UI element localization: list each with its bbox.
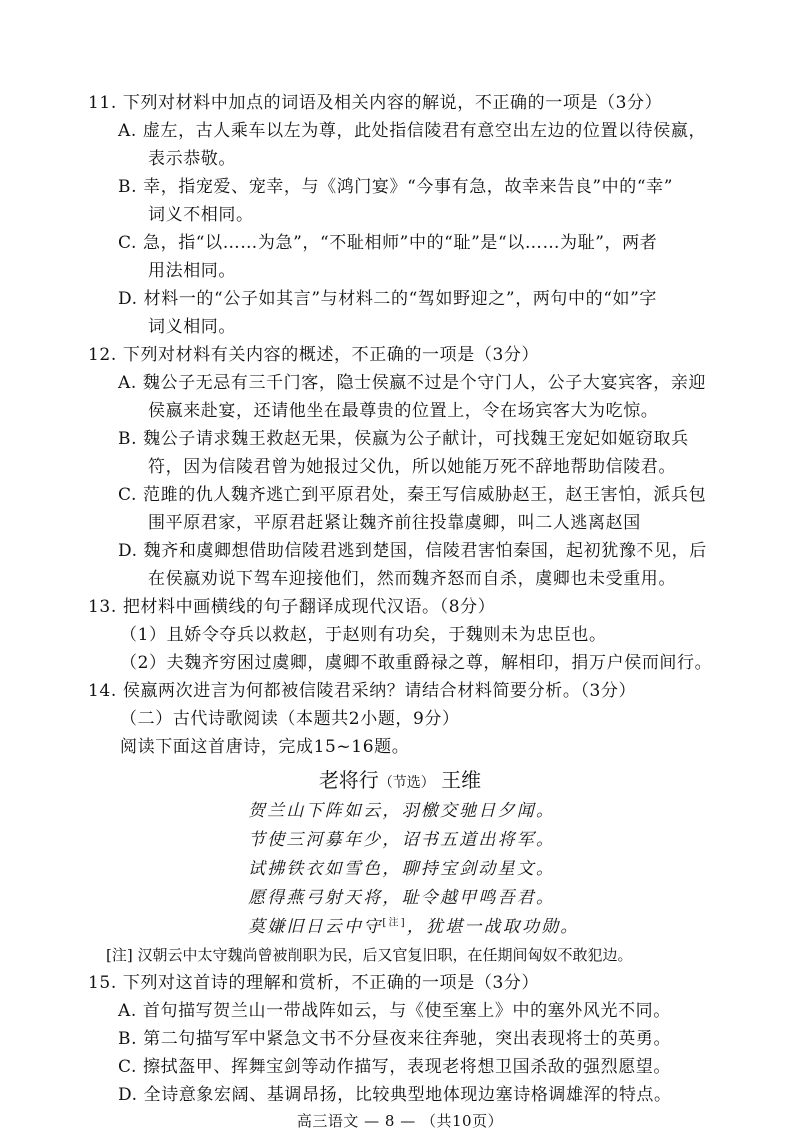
q14-stem: 14. 侯嬴两次进言为何都被信陵君采纳？请结合材料简要分析。（3分） — [88, 681, 637, 701]
q11-option-a-cont: 表示恭敬。 — [148, 149, 236, 169]
q13-item-1: （1）且娇令夺兵以救赵，于赵则有功矣，于魏则未为忠臣也。 — [120, 625, 607, 645]
poem-title: 老将行 — [318, 768, 379, 792]
poem-note: [注] 汉朝云中太守魏尚曾被削职为民，后又官复旧职，在任期间匈奴不敢犯边。 — [106, 946, 633, 964]
q11-option-c: C. 急，指“以……为急”，“不耻相师”中的“耻”是“以……为耻”，两者 — [118, 233, 658, 253]
poem-line-5-b: ，犹堪一战取功勋。 — [406, 917, 580, 937]
q11-option-b: B. 幸，指宠爱、宠幸，与《鸿门宴》“今事有急，故幸来告良”中的“幸” — [118, 177, 674, 197]
q11-stem: 11. 下列对材料中加点的词语及相关内容的解说，不正确的一项是（3分） — [88, 93, 663, 113]
q12-option-a: A. 魏公子无忌有三千门客，隐士侯嬴不过是个守门人，公子大宴宾客，亲迎 — [118, 373, 707, 393]
poem-note-mark: [注] — [382, 917, 407, 929]
q15-stem: 15. 下列对这首诗的理解和赏析，不正确的一项是（3分） — [88, 973, 540, 993]
q12-option-b-cont: 符，因为信陵君曾为她报过父仇，所以她能万死不辞地帮助信陵君。 — [148, 457, 676, 477]
q12-option-b: B. 魏公子请求魏王救赵无果，侯嬴为公子献计，可找魏王宠妃如姬窃取兵 — [118, 429, 689, 449]
q12-option-c-cont: 围平原君家，平原君赶紧让魏齐前往投靠虞卿，叫二人逃离赵国 — [148, 513, 641, 533]
q12-option-a-cont: 侯嬴来赴宴，还请他坐在最尊贵的位置上，令在场宾客大为吃惊。 — [148, 401, 659, 421]
q11-option-b-cont: 词义不相同。 — [148, 205, 254, 225]
q15-option-a: A. 首句描写贺兰山一带战阵如云，与《使至塞上》中的塞外风光不同。 — [118, 1001, 671, 1021]
poem-line-5 — [248, 912, 580, 937]
q12-option-d-cont: 在侯嬴劝说下驾车迎接他们，然而魏齐怒而自杀，虞卿也未受重用。 — [148, 569, 676, 589]
q13-stem: 13. 把材料中画横线的句子翻译成现代汉语。（8分） — [88, 597, 496, 617]
q12-option-c: C. 范雎的仇人魏齐逃亡到平原君处，秦王写信威胁赵王，赵王害怕，派兵包 — [118, 485, 707, 505]
poem-line-1: 贺兰山下阵如云，羽檄交驰日夕闻。 — [248, 801, 556, 821]
poem-line-4: 愿得燕弓射天将，耻令越甲鸣吾君。 — [248, 888, 556, 908]
q11-option-c-cont: 用法相同。 — [148, 261, 236, 281]
q15-option-b: B. 第二句描写军中紧急文书不分昼夜来往奔驰，突出表现将士的英勇。 — [118, 1029, 672, 1049]
poem-subtitle: （节选） — [378, 775, 435, 791]
page-footer: 高三语文 — 8 — （共10页） — [296, 1112, 504, 1130]
q11-option-d: D. 材料一的“公子如其言”与材料二的“驾如野迎之”，两句中的“如”字 — [118, 289, 657, 309]
section2-instruction: 阅读下面这首唐诗，完成15~16题。 — [120, 737, 410, 757]
poem-author: 王维 — [441, 768, 482, 792]
q11-option-a: A. 虚左，古人乘车以左为尊，此处指信陵君有意空出左边的位置以待侯嬴， — [118, 121, 707, 141]
section2-heading: （二）古代诗歌阅读（本题共2小题，9分） — [120, 709, 460, 729]
poem-line-2: 节使三河募年少，诏书五道出将军。 — [248, 830, 556, 850]
q12-stem: 12. 下列对材料有关内容的概述，不正确的一项是（3分） — [88, 345, 540, 365]
q15-option-d: D. 全诗意象宏阔、基调昂扬，比较典型地体现边塞诗格调雄浑的特点。 — [118, 1085, 672, 1105]
poem-line-3: 试拂铁衣如雪色，聊持宝剑动星文。 — [248, 859, 556, 879]
poem-title-line — [0, 764, 800, 793]
q15-option-c: C. 擦拭盔甲、挥舞宝剑等动作描写，表现老将想卫国杀敌的强烈愿望。 — [118, 1057, 672, 1077]
q12-option-d: D. 魏齐和虞卿想借助信陵君逃到楚国，信陵君害怕秦国，起初犹豫不见，后 — [118, 541, 707, 561]
q11-option-d-cont: 词义相同。 — [148, 317, 236, 337]
q13-item-2: （2）夫魏齐穷困过虞卿，虞卿不敢重爵禄之尊，解相印，捐万户侯而间行。 — [120, 653, 713, 673]
poem-line-5-a: 莫嫌旧日云中守 — [248, 917, 383, 937]
